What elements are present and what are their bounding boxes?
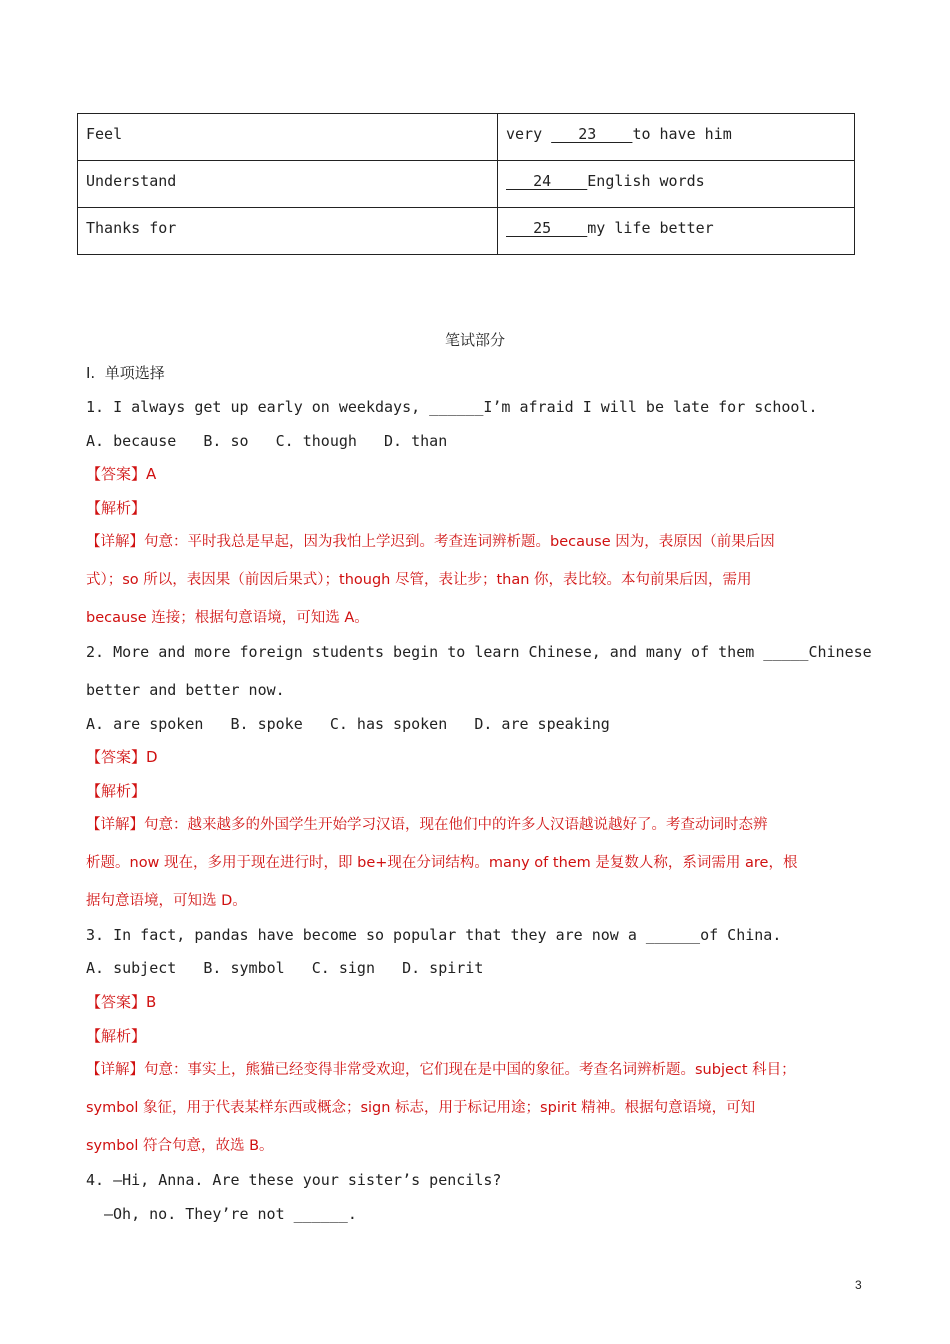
blank-23: 23: [551, 125, 633, 143]
question-3-options: A. subject B. symbol C. sign D. spirit: [86, 959, 484, 977]
question-2-detail: 析题。now 现在，多用于现在进行时，即 be+现在分词结构。many of them 是复数人称，系词需用 are，根: [86, 855, 798, 871]
question-1-analysis-label: 【解析】: [86, 499, 147, 517]
question-2-stem: better and better now.: [86, 681, 285, 699]
question-1-options: A. because B. so C. though D. than: [86, 432, 448, 450]
blank-24: 24: [506, 172, 588, 190]
question-1-detail: 式）；so 所以，表因果（前因后果式）；though 尽管，表让步；than 你，表比较。本句前果后因，需用: [86, 572, 752, 588]
question-3-detail: symbol 象征，用于代表某样东西或概念；sign 标志，用于标记用途；spirit 精神。根据句意语境，可知: [86, 1100, 756, 1116]
table-row: [78, 208, 855, 255]
vocab-table: [77, 113, 855, 255]
part-heading: I. 单项选择: [86, 364, 165, 382]
question-3-answer: 【答案】B: [86, 993, 157, 1011]
question-2-stem: 2. More and more foreign students begin to learn Chinese, and many of them _____Chinese: [86, 643, 872, 661]
table-cell: [498, 161, 855, 208]
table-cell: Understand: [78, 161, 498, 208]
page-number: 3: [855, 1278, 862, 1292]
cell-text: my life better: [587, 219, 714, 237]
table-cell: [498, 114, 855, 161]
question-3-stem: 3. In fact, pandas have become so popular that they are now a ______of China.: [86, 926, 782, 944]
question-4-reply: —Oh, no. They’re not ______.: [104, 1205, 357, 1223]
cell-text: to have him: [632, 125, 732, 143]
question-1-answer: 【答案】A: [86, 465, 157, 483]
table-cell: [498, 208, 855, 255]
question-3-analysis-label: 【解析】: [86, 1027, 147, 1045]
cell-text: very: [506, 125, 552, 143]
table-row: [78, 114, 855, 161]
question-3-detail: symbol 符合句意，故选 B。: [86, 1138, 274, 1154]
question-1-detail: because 连接；根据句意语境，可知选 A。: [86, 610, 369, 626]
question-1-stem: 1. I always get up early on weekdays, ______I’m afraid I will be late for school.: [86, 398, 818, 416]
question-2-answer: 【答案】D: [86, 748, 158, 766]
question-4-stem: 4. —Hi, Anna. Are these your sister’s pencils?: [86, 1171, 502, 1189]
section-title: 笔试部分: [444, 331, 505, 349]
question-2-analysis-label: 【解析】: [86, 782, 147, 800]
table-cell: Feel: [78, 114, 498, 161]
question-2-detail: 据句意语境，可知选 D。: [86, 893, 247, 909]
table-row: [78, 161, 855, 208]
cell-text: English words: [587, 172, 705, 190]
question-2-detail: 【详解】句意：越来越多的外国学生开始学习汉语，现在他们中的许多人汉语越说越好了。考查动词时态辨: [86, 817, 768, 833]
table-cell: Thanks for: [78, 208, 498, 255]
blank-25: 25: [506, 219, 588, 237]
question-2-options: A. are spoken B. spoke C. has spoken D. are speaking: [86, 715, 610, 733]
question-3-detail: 【详解】句意：事实上，熊猫已经变得非常受欢迎，它们现在是中国的象征。考查名词辨析题。subject 科目；: [86, 1062, 796, 1078]
question-1-detail: 【详解】句意：平时我总是早起，因为我怕上学迟到。考查连词辨析题。because 因为，表原因（前果后因: [86, 534, 775, 550]
